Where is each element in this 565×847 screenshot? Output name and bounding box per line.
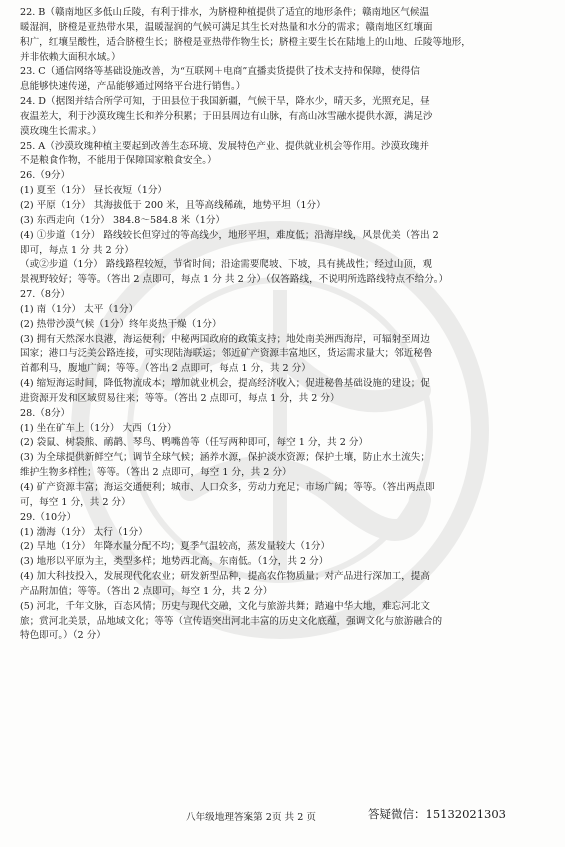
answer-line: (4) 缩短海运时间，降低物流成本；增加就业机会，提高经济收入；促进秘鲁基础设施的建设；促 (20, 378, 430, 390)
answer-line: 旅；赏河北美景，品地域文化；等等（宣传语突出河北丰富的历史文化底蕴，强调文化与旅游融合的 (20, 615, 443, 627)
answer-line: (1) 渤海（1分） 太行（1分） (20, 526, 148, 538)
answer-line: (4) 加大科技投入，发展现代化农业；研发新型品种，提高农作物质量；对产品进行深加工，提高 (20, 571, 430, 583)
answer-line: 积广，红壤呈酸性，适合脐橙生长；脐橙是亚热带作物生长；脐橙主要生长在陆地上的山地、丘陵等地形， (20, 36, 471, 48)
answer-line: (1) 坐在矿车上（1分） 大西（1分） (20, 422, 177, 434)
answer-line: 可，每空 1 分，共 2 分） (20, 496, 131, 508)
answer-line: 23. C（通信网络等基础设施改善，为“互联网＋电商”直播卖货提供了技术支持和保障，使得信 (20, 66, 421, 78)
answer-line: 产品附加值；等等。（答出 2 点即可，每空 1 分，共 2 分） (20, 585, 273, 597)
answer-line: (4) ①步道（1分） 路线较长但穿过的等高线少，地形平坦，难度低；沿海岸线，风景优美（答出 2 (20, 229, 439, 241)
answer-line: (4) 矿产资源丰富；海运交通便利；城市、人口众多，劳动力充足；市场广阔；等等。（答出两点即 (20, 482, 435, 493)
question-heading: 27.（8分） (20, 289, 71, 301)
answer-line: 息能够快速传递，产品能够通过网络平台进行销售。） (20, 81, 246, 93)
answer-line: (3) 东西走向（1分） 384.8～584.8 米（1分） (20, 214, 226, 226)
answer-line: 进资源开发和区域贸易往来；等等。（答出 2 点即可，每点 1 分，共 2 分） (20, 392, 340, 404)
answer-line: 即可，每点 1 分 共 2 分） (20, 244, 134, 256)
answer-line: (5) 河北，千年文脉，百态风情；历史与现代交融，文化与旅游共舞；踏遍中华大地，难忘河北文 (20, 600, 430, 612)
answer-line: 不是粮食作物，不能用于保障国家粮食安全。） (20, 155, 217, 167)
answer-line: 22. B（赣南地区多低山丘陵，有利于排水，为脐橙种植提供了适宜的地形条件；赣南地区气候温 (20, 7, 430, 18)
answer-line: 25. A（沙漠玫瑰种植主要起到改善生态环境、发展特色产业、提供就业机会等作用。沙漠玫瑰并 (20, 140, 429, 152)
answer-line: （或②步道（1分） 路线路程较短，节省时间；沿途需要爬坡、下坡，具有挑战性；经过山顶，观 (20, 259, 433, 271)
answer-line: (3) 地形以平原为主，类型多样；地势西北高，东南低。（1分，共 2 分） (20, 556, 329, 568)
answer-line: (1) 夏至（1分） 昼长夜短（1分） (20, 185, 168, 197)
contact-wechat: 答疑微信：15132021303 (368, 807, 506, 821)
answer-line: 景视野较好；等等。（答出 2 点即可，每点 1 分 共 2 分）（仅答路线，不说明所选路线特点不给分。） (20, 274, 449, 286)
answer-line: 24. D（据图并结合所学可知，于田县位于我国新疆，气候干旱，降水少，晴天多，光照充足，昼 (20, 96, 430, 108)
answer-line: (3) 拥有天然深水良港，海运便利；中秘两国政府的政策支持；地处南美洲西海岸，可辐射至周边 (20, 333, 430, 345)
question-heading: 28.（8分） (20, 407, 71, 419)
answer-line: (3) 为全球提供新鲜空气；调节全球气候；涵养水源，保护淡水资源；保护土壤，防止水土流失； (20, 452, 430, 464)
answer-line: (2) 平原（1分） 其海拔低于 200 米，且等高线稀疏，地势平坦（1分） (20, 199, 326, 211)
answer-line: (2) 袋鼠、树袋熊、鸸鹋、琴鸟、鸭嘴兽等（任写两种即可，每空 1 分，共 2 分） (20, 437, 369, 449)
answer-line: 漠玫瑰生长需求。） (20, 125, 102, 137)
answer-line: 首都利马，腹地广阔；等等。（答出 2 点即可，每点 1 分，共 2 分） (20, 363, 311, 375)
answer-line: (1) 南（1分） 太平（1分） (20, 303, 139, 315)
answer-line: 国家；港口与泛美公路连接，可实现陆海联运；邻近矿产资源丰富地区，货运需求量大；邻近秘鲁 (20, 348, 433, 360)
answer-line: (2) 热带沙漠气候（1分）终年炎热干燥（1分） (20, 318, 222, 330)
question-heading: 29.（10分） (20, 511, 77, 523)
answer-line: 夜温差大，利于沙漠玫瑰生长和养分积累；于田县周边有山脉，有高山冰雪融水提供水源，满足沙 (20, 110, 433, 122)
answer-line: 暖湿润，脐橙是亚热带水果，温暖湿润的气候可满足其生长对热量和水分的需求；赣南地区红壤面 (20, 21, 433, 33)
answer-line: 特色即可。）（2 分） (20, 630, 106, 642)
answer-line: 并非依赖大面积水域。） (20, 51, 121, 63)
answer-line: (2) 旱地（1分） 年降水量分配不均；夏季气温较高，蒸发量较大（1分） (20, 541, 331, 553)
answer-content (20, 6, 548, 644)
answer-line: 维护生物多样性；等等。（答出 2 点即可，每空 1 分，共 2 分） (20, 467, 292, 479)
question-heading: 26.（9分） (20, 170, 71, 182)
page-number-label: 八年级地理答案第 2页 共 2 页 (186, 812, 316, 823)
